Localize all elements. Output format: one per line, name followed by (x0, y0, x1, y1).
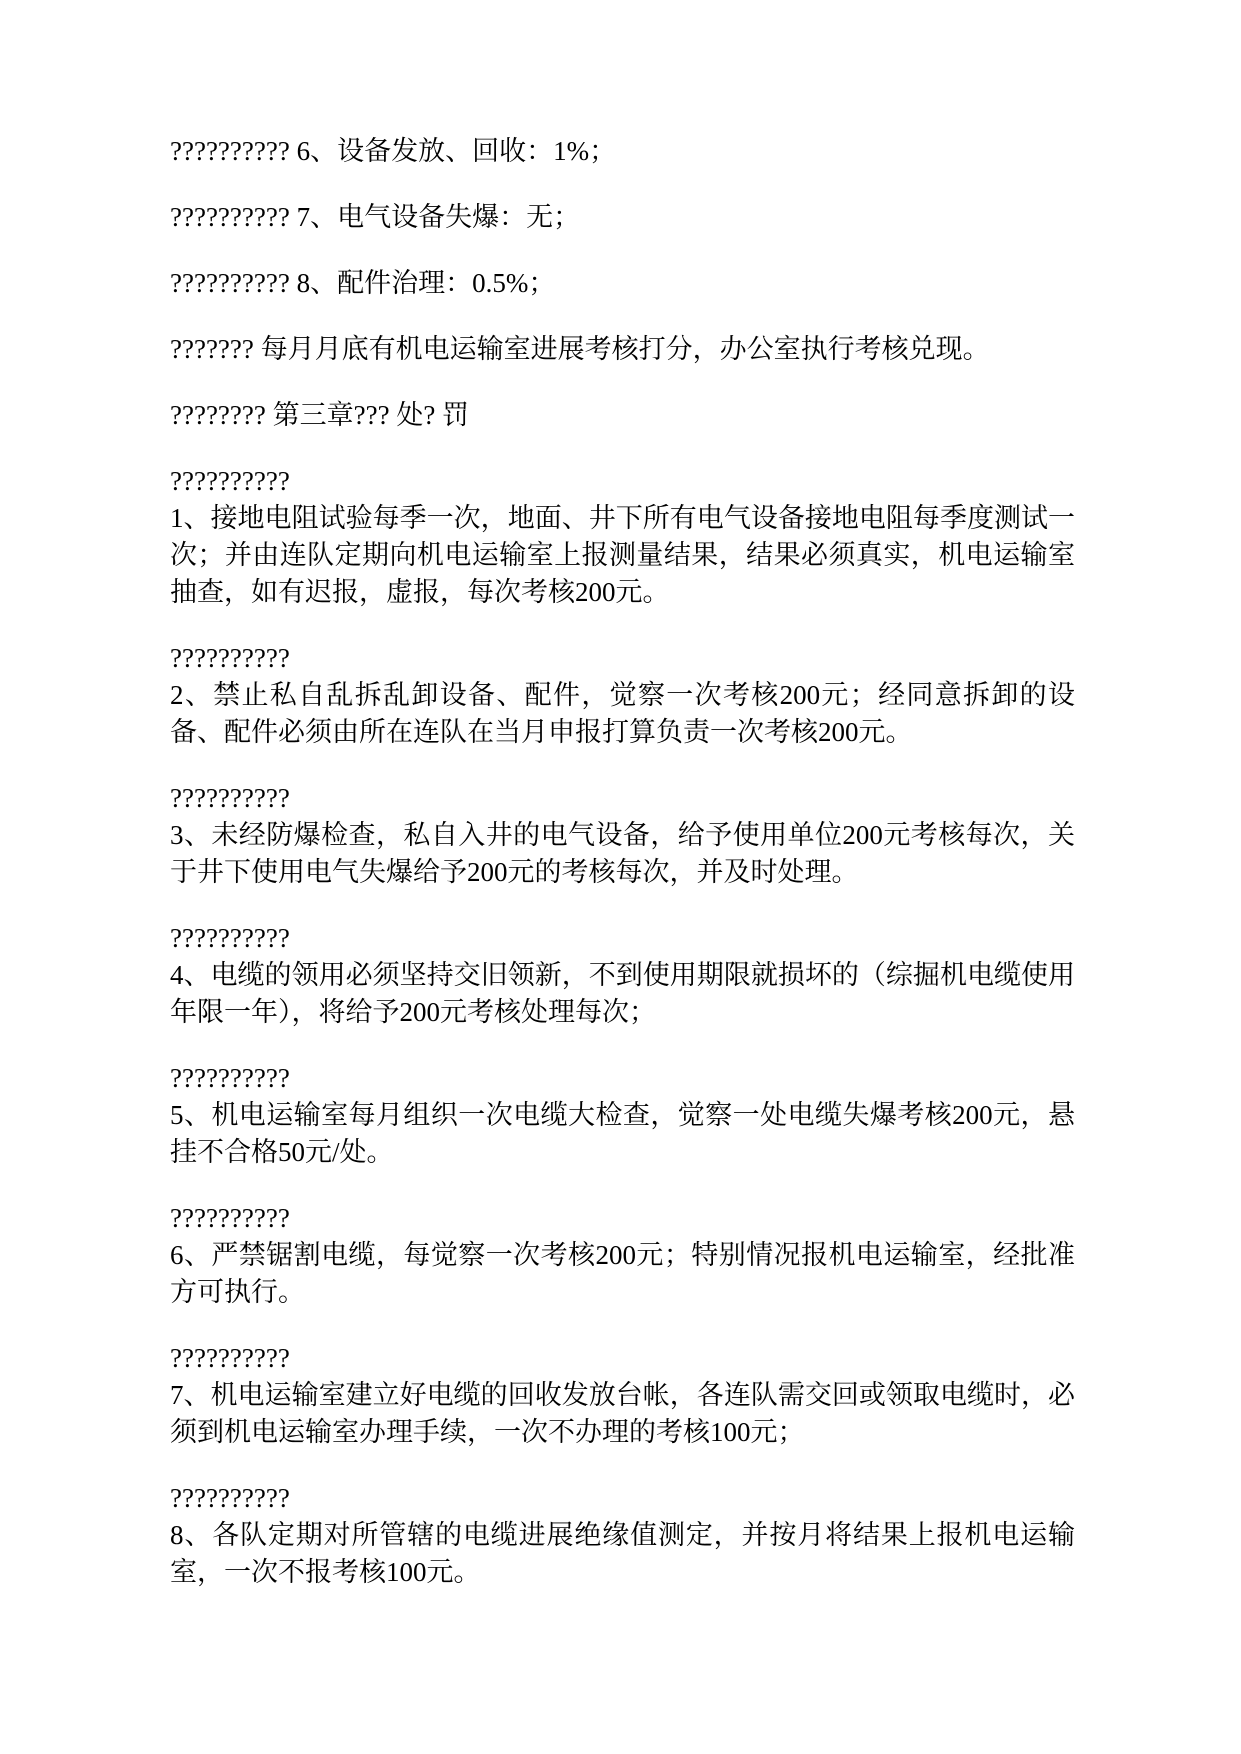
placeholder-marks: ?????????? (170, 1483, 290, 1513)
rule-item-text: 8、各队定期对所管辖的电缆进展绝缘值测定，并按月将结果上报机电运输室，一次不报考核100元。 (170, 1520, 1075, 1587)
doc-line-item7: ?????????? 7、电气设备失爆：无； (170, 202, 581, 232)
rule-item-8 (170, 1480, 1075, 1591)
placeholder-marks: ?????????? (170, 1063, 290, 1093)
placeholder-marks: ?????????? (170, 923, 290, 953)
placeholder-marks: ?????????? (170, 643, 290, 673)
rule-item-text: 4、电缆的领用必须坚持交旧领新，不到使用期限就损坏的（综掘机电缆使用年限一年），将给予200元考核处理每次； (170, 960, 1075, 1027)
rule-item-4 (170, 920, 1075, 1031)
doc-line-item8: ?????????? 8、配件治理：0.5%； (170, 268, 556, 298)
rule-item-7 (170, 1340, 1075, 1451)
rule-item-text: 3、未经防爆检查，私自入井的电气设备，给予使用单位200元考核每次，关于井下使用电气失爆给予200元的考核每次，并及时处理。 (170, 820, 1075, 887)
rule-item-text: 1、接地电阻试验每季一次，地面、井下所有电气设备接地电阻每季度测试一次；并由连队定期向机电运输室上报测量结果，结果必须真实，机电运输室抽查，如有迟报，虚报，每次考核200元。 (170, 503, 1075, 607)
placeholder-marks: ?????????? (170, 1343, 290, 1373)
rule-item-text: 6、严禁锯割电缆，每觉察一次考核200元；特别情况报机电运输室，经批准方可执行。 (170, 1240, 1075, 1307)
placeholder-marks: ?????????? (170, 466, 290, 496)
rule-item-2 (170, 640, 1075, 751)
rule-item-6 (170, 1200, 1075, 1311)
rule-item-text: 7、机电运输室建立好电缆的回收发放台帐，各连队需交回或领取电缆时，必须到机电运输室办理手续，一次不办理的考核100元； (170, 1380, 1075, 1447)
rule-item-1 (170, 463, 1075, 611)
rule-item-5 (170, 1060, 1075, 1171)
rule-item-3 (170, 780, 1075, 891)
placeholder-marks: ?????????? (170, 783, 290, 813)
rule-item-text: 2、禁止私自乱拆乱卸设备、配件，觉察一次考核200元；经同意拆卸的设备、配件必须由所在连队在当月申报打算负责一次考核200元。 (170, 680, 1075, 747)
rule-item-text: 5、机电运输室每月组织一次电缆大检查，觉察一处电缆失爆考核200元，悬挂不合格50元/处。 (170, 1100, 1075, 1167)
doc-line-item6: ?????????? 6、设备发放、回收：1%； (170, 136, 617, 166)
placeholder-marks: ?????????? (170, 1203, 290, 1233)
doc-line-monthly-assessment: ??????? 每月月底有机电运输室进展考核打分，办公室执行考核兑现。 (170, 334, 990, 364)
chapter-heading: ???????? 第三章??? 处? 罚 (170, 400, 470, 430)
